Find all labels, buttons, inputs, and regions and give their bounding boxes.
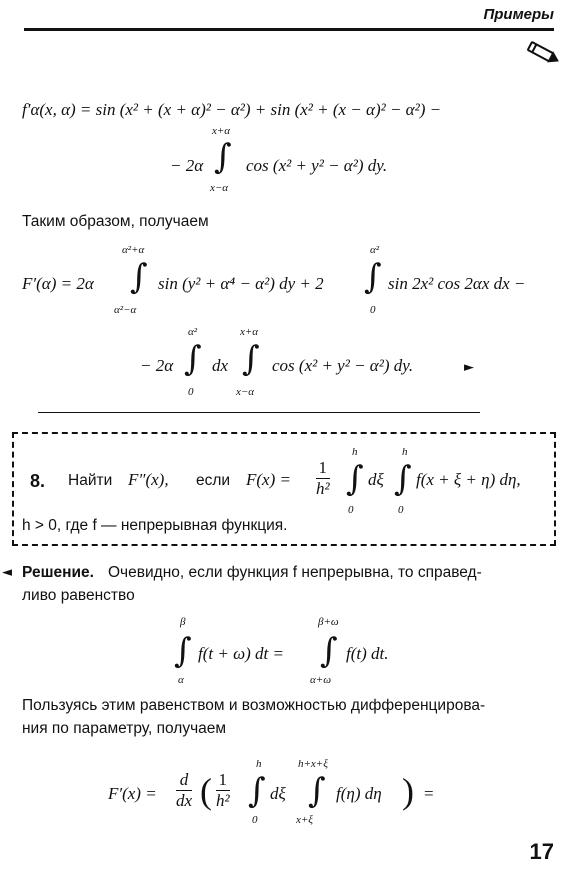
solution-text: Очевидно, если функция f непрерывна, то справед-	[108, 564, 482, 581]
solution-label: Решение.	[22, 564, 94, 581]
integral-upper-limit: x+α	[240, 326, 259, 338]
paren-open: (	[200, 771, 212, 811]
integral-sign: ∫	[364, 257, 382, 297]
fraction-numerator: d	[176, 770, 192, 791]
pencil-icon	[522, 40, 562, 66]
section-separator	[38, 412, 480, 413]
derivative-fraction	[176, 770, 192, 811]
integral-lower-limit: x−α	[210, 182, 229, 194]
fraction-denominator: dx	[176, 791, 193, 810]
integral-sign: ∫	[394, 459, 412, 499]
header-rule	[24, 28, 554, 31]
fraction-numerator: 1	[216, 770, 230, 791]
integral-upper-limit: β+ω	[318, 616, 339, 628]
integral-lower-limit: 0	[370, 304, 376, 316]
fraction-denominator: h²	[316, 479, 330, 498]
integral-sign: ∫	[184, 339, 202, 379]
formula-f-alpha-integrand: cos (x² + y² − α²) dy.	[246, 156, 388, 175]
solution-text-cont: ливо равенство	[22, 587, 135, 604]
integral-lower-limit: α	[178, 674, 184, 686]
integral-lower-limit: α²−α	[114, 304, 137, 316]
identity-lhs: f(t + ω) dt =	[198, 644, 284, 663]
integral-upper-limit: α²	[188, 326, 198, 338]
formula-dx: dx	[212, 356, 229, 375]
paren-close: )	[402, 771, 414, 811]
problem-fraction	[316, 458, 330, 499]
problem-text-if: если	[196, 472, 231, 489]
integral-sign: ∫	[308, 771, 326, 811]
integral-sign: ∫	[320, 631, 338, 671]
problem-condition: h > 0, где f — непрерывная функция.	[22, 517, 288, 534]
integral-lower-limit: x+ξ	[296, 814, 314, 826]
integral-upper-limit: x+α	[212, 125, 231, 137]
integral-lower-limit: x−α	[236, 386, 255, 398]
integral-sign: ∫	[346, 459, 364, 499]
integral-lower-limit: 0	[398, 504, 404, 516]
paragraph-using-line2: ния по параметру, получаем	[22, 720, 227, 737]
page-number: 17	[529, 839, 554, 864]
formula-F-alpha-tail: sin 2x² cos 2αx dx −	[388, 274, 526, 293]
final-fraction	[216, 770, 230, 811]
integral-upper-limit: h	[402, 446, 408, 458]
problem-fx: F(x) =	[246, 470, 291, 489]
integral-upper-limit: α²	[370, 244, 380, 256]
problem-dxi: dξ	[368, 470, 384, 489]
integral-lower-limit: 0	[348, 504, 354, 516]
paragraph-using-line1: Пользуясь этим равенством и возможностью дифференцирова-	[22, 697, 486, 714]
final-integrand: f(η) dη	[336, 784, 382, 803]
paragraph-thus: Таким образом, получаем	[22, 213, 209, 230]
integral-lower-limit: 0	[188, 386, 194, 398]
integral-upper-limit: h	[352, 446, 358, 458]
integral-lower-limit: α+ω	[310, 674, 331, 686]
formula-f-alpha-lead: − 2α	[170, 156, 204, 175]
solution-start-marker: ◄	[2, 565, 12, 580]
final-equals: =	[424, 784, 434, 803]
integral-upper-limit: β	[180, 616, 186, 628]
formula-F-alpha-line2-lead: − 2α	[140, 356, 174, 375]
end-of-solution-marker: ►	[464, 360, 474, 375]
problem-target: F″(x),	[128, 470, 169, 489]
problem-integrand: f(x + ξ + η) dη,	[416, 470, 521, 489]
final-dxi: dξ	[270, 784, 286, 803]
integral-sign: ∫	[248, 771, 266, 811]
formula-f-alpha-line1: f′α(x, α) = sin (x² + (x + α)² − α²) + sin (x² + (x − α)² − α²) −	[22, 100, 442, 119]
integral-sign: ∫	[242, 339, 260, 379]
formula-F-alpha-line2-tail: cos (x² + y² − α²) dy.	[272, 356, 414, 375]
formula-F-alpha-mid: sin (y² + α⁴ − α²) dy + 2	[158, 274, 324, 293]
fraction-denominator: h²	[216, 791, 230, 810]
section-title: Примеры	[483, 6, 554, 23]
problem-number: 8.	[30, 471, 46, 491]
integral-upper-limit: h	[256, 758, 262, 770]
integral-sign: ∫	[174, 631, 192, 671]
formula-F-alpha-lhs: F′(α) = 2α	[22, 274, 94, 293]
integral-upper-limit: h+x+ξ	[298, 758, 328, 770]
integral-sign: ∫	[214, 137, 232, 177]
identity-rhs: f(t) dt.	[346, 644, 389, 663]
integral-sign: ∫	[130, 257, 148, 297]
problem-text-find: Найти	[68, 472, 113, 489]
fraction-numerator: 1	[316, 458, 330, 479]
integral-upper-limit: α²+α	[122, 244, 145, 256]
integral-lower-limit: 0	[252, 814, 258, 826]
final-lhs: F′(x) =	[108, 784, 157, 803]
